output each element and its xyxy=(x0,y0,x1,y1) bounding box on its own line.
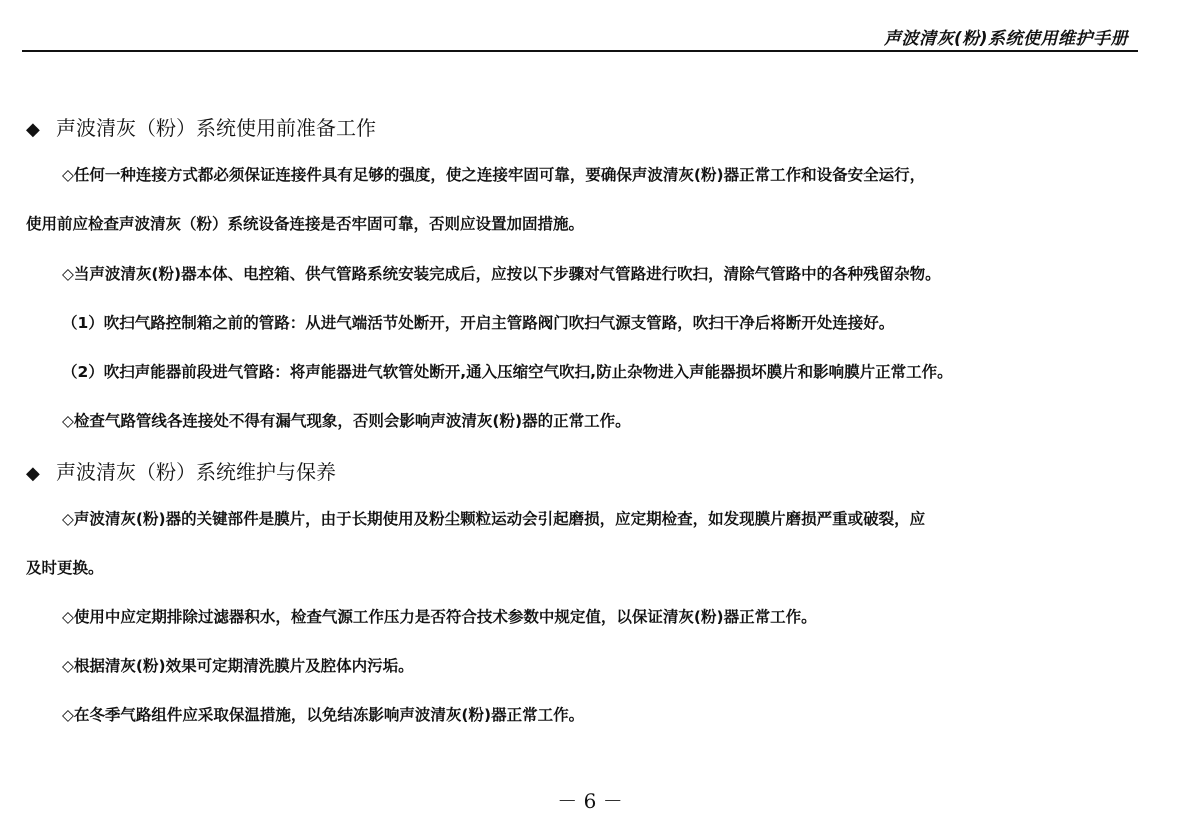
diamond-bullet-icon: ◆ xyxy=(26,119,40,140)
paragraph: ◇检查气路管线各连接处不得有漏气现象，否则会影响声波清灰(粉)器的正常工作。 xyxy=(62,412,631,430)
section-heading-text: 声波清灰（粉）系统维护与保养 xyxy=(56,460,336,484)
page-number: － 6 － xyxy=(557,789,623,813)
paragraph: ◇声波清灰(粉)器的关键部件是膜片，由于长期使用及粉尘颗粒运动会引起磨损，应定期检查，如发现膜片磨损严重或破裂，应 xyxy=(62,510,926,528)
paragraph: ◇使用中应定期排除过滤器积水，检查气源工作压力是否符合技术参数中规定值，以保证清灰(粉)器正常工作。 xyxy=(62,608,817,626)
paragraph: ◇任何一种连接方式都必须保证连接件具有足够的强度，使之连接牢固可靠，要确保声波清灰(粉)器正常工作和设备安全运行， xyxy=(62,166,926,184)
paragraph: 及时更换。 xyxy=(26,559,104,577)
paragraph: （2）吹扫声能器前段进气管路：将声能器进气软管处断开,通入压缩空气吹扫,防止杂物进入声能器损坏膜片和影响膜片正常工作。 xyxy=(62,363,953,381)
header-divider xyxy=(22,50,1138,52)
paragraph: （1）吹扫气路控制箱之前的管路：从进气端活节处断开，开启主管路阀门吹扫气源支管路，吹扫干净后将断开处连接好。 xyxy=(62,314,895,332)
section-heading-preparation xyxy=(26,112,376,141)
paragraph: ◇当声波清灰(粉)器本体、电控箱、供气管路系统安装完成后，应按以下步骤对气管路进行吹扫，清除气管路中的各种残留杂物。 xyxy=(62,265,941,283)
page-header-title: 声波清灰(粉)系统使用维护手册 xyxy=(883,29,1128,49)
paragraph: ◇在冬季气路组件应采取保温措施，以免结冻影响声波清灰(粉)器正常工作。 xyxy=(62,706,585,724)
section-heading-maintenance xyxy=(26,456,336,485)
section-heading-text: 声波清灰（粉）系统使用前准备工作 xyxy=(56,116,376,140)
paragraph: 使用前应检查声波清灰（粉）系统设备连接是否牢固可靠，否则应设置加固措施。 xyxy=(26,215,585,233)
paragraph: ◇根据清灰(粉)效果可定期清洗膜片及腔体内污垢。 xyxy=(62,657,414,675)
diamond-bullet-icon: ◆ xyxy=(26,463,40,484)
